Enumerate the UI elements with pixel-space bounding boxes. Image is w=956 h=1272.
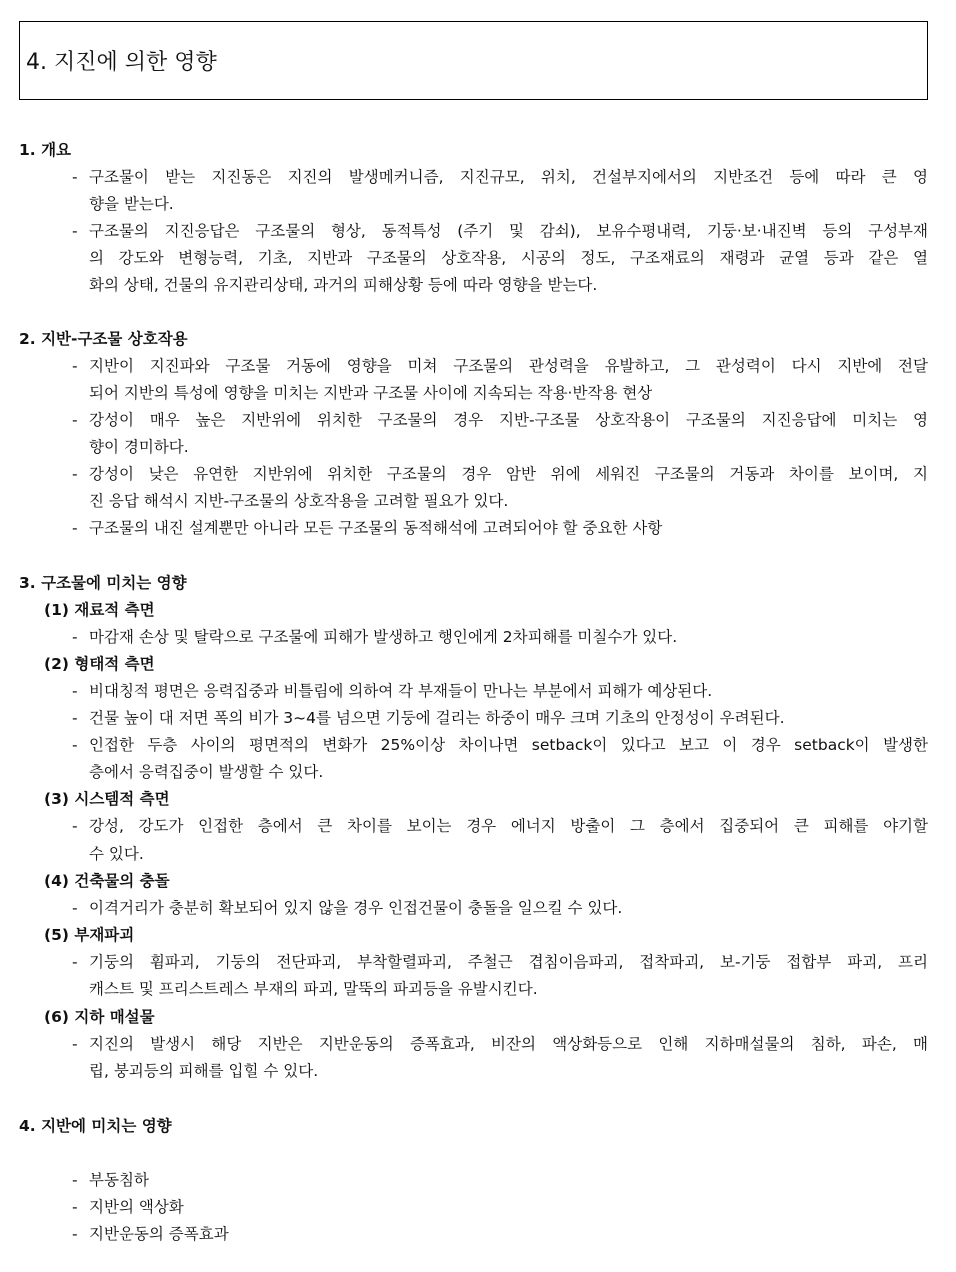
bullet-dash: - — [72, 817, 78, 835]
bullet-dash: - — [72, 411, 78, 429]
paragraph-line: 건물 높이 대 저면 폭의 비가 3~4를 넘으면 기둥에 걸리는 하중이 매우 크며 기초의 안정성이 우려된다. — [89, 709, 785, 727]
page-title: 4. 지진에 의한 영향 — [26, 50, 217, 75]
paragraph-line: 강성, 강도가 인접한 층에서 큰 차이를 보이는 경우 에너지 방출이 그 층에서 집중되어 큰 피해를 야기할 — [89, 817, 928, 835]
paragraph-line: 구조물의 지진응답은 구조물의 형상, 동적특성 (주기 및 감쇠), 보유수평내력, 기둥·보·내진벽 등의 구성부재 — [89, 222, 928, 240]
subsection-heading: (1) 재료적 측면 — [44, 601, 155, 619]
paragraph-line: 인접한 두층 사이의 평면적의 변화가 25%이상 차이나면 setback이 있다고 보고 이 경우 setback이 발생한 — [89, 736, 928, 754]
paragraph-line: 의 강도와 변형능력, 기초, 지반과 구조물의 상호작용, 시공의 정도, 구조재료의 재령과 균열 등과 같은 열 — [89, 249, 928, 267]
subsection-heading: (6) 지하 매설물 — [44, 1008, 155, 1026]
bullet-dash: - — [72, 736, 78, 754]
subsection-heading: (3) 시스템적 측면 — [44, 790, 170, 808]
bullet-dash: - — [72, 222, 78, 240]
list-item: 지반운동의 증폭효과 — [89, 1225, 229, 1243]
list-item: 부동침하 — [89, 1171, 149, 1189]
bullet-dash: - — [72, 953, 78, 971]
section-heading-overview: 1. 개요 — [19, 141, 72, 159]
section-heading-structure-effects: 3. 구조물에 미치는 영향 — [19, 574, 187, 592]
bullet-dash: - — [72, 1198, 78, 1216]
title-box — [19, 21, 928, 100]
paragraph-line: 기둥의 휨파괴, 기둥의 전단파괴, 부착할렬파괴, 주철근 겹침이음파괴, 접착파괴, 보-기둥 접합부 파괴, 프리 — [89, 953, 928, 971]
paragraph-line: 강성이 매우 높은 지반위에 위치한 구조물의 경우 지반-구조물 상호작용이 구조물의 지진응답에 미치는 영 — [89, 411, 928, 429]
bullet-dash: - — [72, 1225, 78, 1243]
paragraph-line: 향이 경미하다. — [89, 438, 189, 456]
bullet-dash: - — [72, 357, 78, 375]
paragraph-line: 진 응답 해석시 지반-구조물의 상호작용을 고려할 필요가 있다. — [89, 492, 509, 510]
bullet-dash: - — [72, 709, 78, 727]
subsection-heading: (5) 부재파괴 — [44, 926, 135, 944]
list-item: 지반의 액상화 — [89, 1198, 184, 1216]
paragraph-line: 구조물의 내진 설계뿐만 아니라 모든 구조물의 동적해석에 고려되어야 할 중요한 사항 — [89, 519, 663, 537]
paragraph-line: 수 있다. — [89, 845, 144, 863]
paragraph-line: 립, 붕괴등의 피해를 입힐 수 있다. — [89, 1062, 319, 1080]
bullet-dash: - — [72, 899, 78, 917]
paragraph-line: 지진의 발생시 해당 지반은 지반운동의 증폭효과, 비잔의 액상화등으로 인해 지하매설물의 침하, 파손, 매 — [89, 1035, 928, 1053]
subsection-heading: (2) 형태적 측면 — [44, 655, 155, 673]
bullet-dash: - — [72, 168, 78, 186]
paragraph-line: 이격거리가 충분히 확보되어 있지 않을 경우 인접건물이 충돌을 일으킬 수 있다. — [89, 899, 623, 917]
paragraph-line: 구조물이 받는 지진동은 지진의 발생메커니즘, 지진규모, 위치, 건설부지에서의 지반조건 등에 따라 큰 영 — [89, 168, 928, 186]
paragraph-line: 지반이 지진파와 구조물 거동에 영향을 미쳐 구조물의 관성력을 유발하고, 그 관성력이 다시 지반에 전달 — [89, 357, 928, 375]
bullet-dash: - — [72, 1171, 78, 1189]
bullet-dash: - — [72, 682, 78, 700]
paragraph-line: 강성이 낮은 유연한 지반위에 위치한 구조물의 경우 암반 위에 세워진 구조물의 거동과 차이를 보이며, 지 — [89, 465, 928, 483]
subsection-heading: (4) 건축물의 충돌 — [44, 872, 170, 890]
bullet-dash: - — [72, 465, 78, 483]
bullet-dash: - — [72, 519, 78, 537]
section-heading-ground-effects: 4. 지반에 미치는 영향 — [19, 1117, 172, 1135]
section-heading-soil-structure: 2. 지반-구조물 상호작용 — [19, 330, 188, 348]
bullet-dash: - — [72, 1035, 78, 1053]
paragraph-line: 향을 받는다. — [89, 195, 174, 213]
paragraph-line: 캐스트 및 프리스트레스 부재의 파괴, 말뚝의 파괴등을 유발시킨다. — [89, 980, 538, 998]
paragraph-line: 층에서 응력집중이 발생할 수 있다. — [89, 763, 324, 781]
paragraph-line: 화의 상태, 건물의 유지관리상태, 과거의 피해상황 등에 따라 영향을 받는다. — [89, 276, 598, 294]
paragraph-line: 비대칭적 평면은 응력집중과 비틀림에 의하여 각 부재들이 만나는 부분에서 피해가 예상된다. — [89, 682, 713, 700]
paragraph-line: 되어 지반의 특성에 영향을 미치는 지반과 구조물 사이에 지속되는 작용·반작용 현상 — [89, 384, 653, 402]
bullet-dash: - — [72, 628, 78, 646]
paragraph-line: 마감재 손상 및 탈락으로 구조물에 피해가 발생하고 행인에게 2차피해를 미칠수가 있다. — [89, 628, 678, 646]
